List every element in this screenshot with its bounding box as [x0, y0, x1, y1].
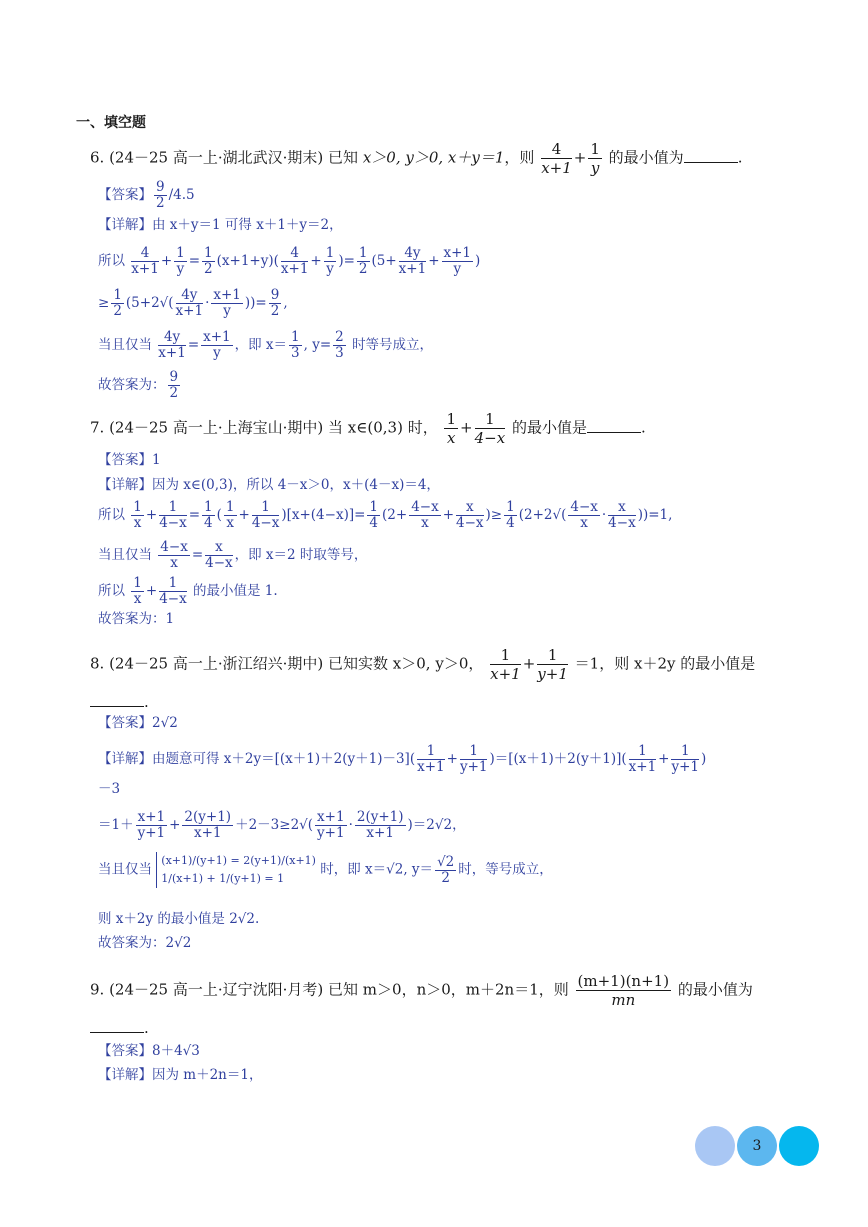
- question-8: 8. (24－25 高一上·浙江绍兴·期中) 已知实数 x＞0, y＞0， $\frac{1}{x+1}$ + $\frac{1}{y+1}$ ＝1，则 x＋2y 的最小值是: [90, 646, 756, 683]
- text: 所以: [98, 507, 125, 523]
- text: ，即 x＝2 时取等号，: [234, 547, 368, 563]
- q7-answer: 【答案】1: [98, 452, 161, 468]
- q7-blank: [587, 416, 641, 433]
- q7-detail-4: 所以 $\frac{1}{x}$ + $\frac{1}{4-x}$ 的最小值是 1.: [98, 575, 278, 607]
- q7-detail-5: 故答案为：1: [98, 611, 175, 627]
- q6-frac-b: $\frac{1}{y}$: [590, 140, 600, 177]
- page-number: 3: [752, 1138, 762, 1154]
- q9-answer: 【答案】8＋4√3: [98, 1043, 200, 1059]
- q7-prefix: 7. (24－25 高一上·上海宝山·期中) 当 x∈(0,3) 时，: [90, 418, 438, 437]
- q9-prefix: 9. (24－25 高一上·辽宁沈阳·月考) 已知 m＞0，n＞0，m＋2n＝1，则: [90, 980, 569, 999]
- answer-tag: 【答案】: [98, 187, 152, 203]
- q7-detail-2: 所以 $\frac{1}{x}$ + $\frac{1}{4-x}$ = $\frac{1}{4}$ ( $\frac{1}{x}$ + $\frac{1}{4-x}$ )[x+(4−x)]= $\frac{1}{4}$ (2+ $\frac{4-x}{x}$ + $\frac{x}{4-x}$ )≥ $\frac{1}{4}$ (2+2√( $\frac{4-x}{x}$ · $\frac{x}{4-x}$ ))=1,: [98, 499, 673, 531]
- text: 当且仅当: [98, 547, 152, 563]
- question-6: 6. (24－25 高一上·湖北武汉·期末) 已知 x＞0, y＞0, x＋y＝1，则 $\frac{4}{x+1}$ + $\frac{1}{y}$ 的最小值为 .: [90, 140, 743, 177]
- q8-detail-5: 则 x＋2y 的最小值是 2√2.: [98, 911, 260, 927]
- q9-blank-line: .: [90, 1014, 149, 1042]
- text: 时，等号成立，: [458, 861, 553, 878]
- text: ，即 x＝: [234, 337, 288, 353]
- q6-detail-4: 当且仅当 $\frac{4y}{x+1}$ = $\frac{x+1}{y}$ ，即 x＝ $\frac{1}{3}$ , y= $\frac{2}{3}$ 时等号成立，: [98, 329, 434, 361]
- q8-detail-4: 当且仅当 (x+1)/(y+1) = 2(y+1)/(x+1) 1/(x+1) + 1/(y+1) = 1 时，即 x＝√2, y＝ $\frac{√2}{2}$ 时，等号成立，: [98, 852, 553, 888]
- q7-tail: 的最小值是: [511, 418, 587, 437]
- text: 当且仅当: [98, 861, 152, 878]
- text: ≥: [98, 295, 110, 311]
- section-title: 一、填空题: [76, 115, 146, 131]
- q6-blank: [684, 146, 738, 163]
- text: 故答案为：: [98, 377, 166, 393]
- question-9: 9. (24－25 高一上·辽宁沈阳·月考) 已知 m＞0，n＞0，m＋2n＝1，则 $\frac{(m+1)(n+1)}{mn}$ 的最小值为: [90, 972, 753, 1009]
- q6-detail-3: ≥ $\frac{1}{2}$ (5+2√( $\frac{4y}{x+1}$ · $\frac{x+1}{y}$ ))= $\frac{9}{2}$ ,: [98, 287, 288, 319]
- q6-frac-a: $\frac{4}{x+1}$: [541, 140, 572, 177]
- q6-prefix: 6. (24－25 高一上·湖北武汉·期末) 已知: [90, 148, 359, 167]
- q6-tail: 的最小值为: [608, 148, 684, 167]
- page-number-badge: [695, 1124, 823, 1168]
- text: ＝1＋: [98, 817, 134, 833]
- q8-blank: [90, 690, 144, 707]
- text: 时等号成立，: [352, 337, 434, 353]
- q8-tail: ＝1，则 x＋2y 的最小值是: [574, 654, 756, 673]
- q6-condition: x＞0, y＞0, x＋y＝1: [362, 148, 505, 167]
- q6-detail-1: 【详解】由 x＋y＝1 可得 x＋1＋y＝2，: [98, 217, 343, 233]
- q9-tail: 的最小值为: [677, 980, 753, 999]
- q7-detail-3: 当且仅当 $\frac{4-x}{x}$ = $\frac{x}{4-x}$ ，即 x＝2 时取等号，: [98, 539, 368, 571]
- badge-circle-left: [695, 1126, 735, 1166]
- q8-prefix: 8. (24－25 高一上·浙江绍兴·期中) 已知实数 x＞0, y＞0，: [90, 654, 484, 673]
- text: ＝2√2，: [412, 817, 466, 833]
- q8-answer: 【答案】2√2: [98, 715, 178, 731]
- badge-circle-right: [779, 1126, 819, 1166]
- q8-detail-3: ＝1＋ $\frac{x+1}{y+1}$ + $\frac{2(y+1)}{x+1}$ ＋2－3≥2√( $\frac{x+1}{y+1}$ · $\frac{2(y+1)}{x+1}$ )＝2√2，: [98, 809, 466, 841]
- question-7: 7. (24－25 高一上·上海宝山·期中) 当 x∈(0,3) 时， $\frac{1}{x}$ + $\frac{1}{4-x}$ 的最小值是 .: [90, 410, 646, 447]
- text: 所以: [98, 583, 125, 599]
- q7-detail-1: 【详解】因为 x∈(0,3)，所以 4－x＞0，x＋(4－x)＝4，: [98, 477, 440, 493]
- text: 时，即 x＝√2, y＝: [320, 861, 434, 878]
- text: 所以: [98, 253, 125, 269]
- q8-detail-2: －3: [98, 781, 121, 797]
- q9-detail-1: 【详解】因为 m＋2n＝1，: [98, 1067, 263, 1083]
- q8-detail-6: 故答案为：2√2: [98, 935, 192, 951]
- answer-value: /4.5: [168, 187, 195, 203]
- q9-blank: [90, 1016, 144, 1033]
- q6-detail-2: 所以 $\frac{4}{x+1}$ + $\frac{1}{y}$ = $\frac{1}{2}$ (x+1+y)( $\frac{4}{x+1}$ + $\frac{1}{y}$ )= $\frac{1}{2}$ (5+ $\frac{4y}{x+1}$ + $\frac{x+1}{y}$ ): [98, 245, 481, 277]
- q8-detail-1: 【详解】由题意可得 x＋2y＝[(x＋1)＋2(y＋1)－3]( $\frac{1}{x+1}$ + $\frac{1}{y+1}$ )＝[(x＋1)＋2(y＋1)]( $\frac{1}{x+1}$ + $\frac{1}{y+1}$ ): [98, 743, 707, 775]
- q6-answer: 【答案】 $\frac{9}{2}$ /4.5: [98, 179, 195, 211]
- text: ＝[(x＋1)＋2(y＋1)]: [494, 751, 622, 767]
- q6-mid: ，则: [504, 148, 535, 167]
- text: 【详解】由题意可得 x＋2y＝[(x＋1)＋2(y＋1)－3]: [98, 751, 410, 767]
- q6-detail-5: 故答案为： $\frac{9}{2}$: [98, 369, 179, 401]
- text: 当且仅当: [98, 337, 152, 353]
- q8-blank-line: .: [90, 688, 149, 716]
- text: ＋2－3≥2: [235, 817, 300, 833]
- text: 的最小值是 1.: [193, 583, 278, 599]
